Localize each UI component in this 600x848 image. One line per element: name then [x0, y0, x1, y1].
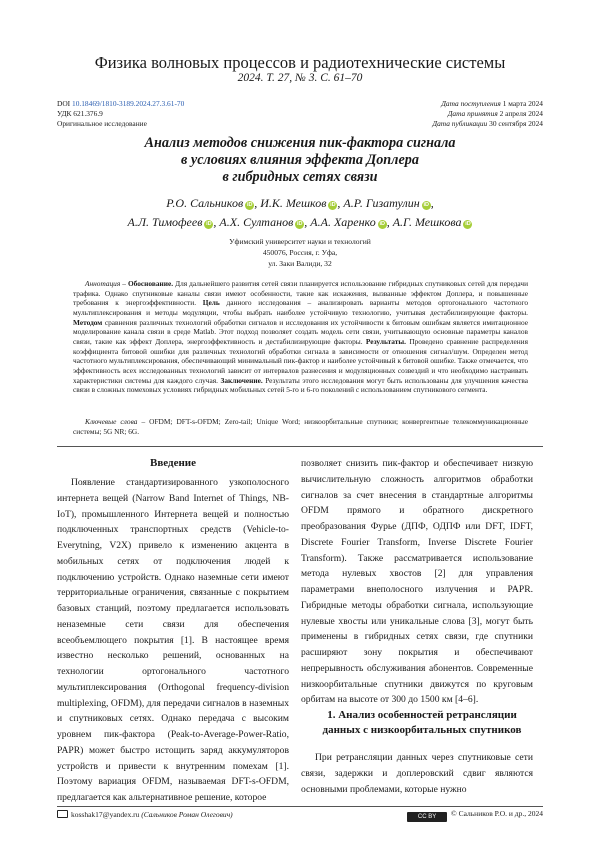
abstract-text: Результаты этого исследования могут быть использованы для улучшения качества связи в сложных помеховых условиях гибридных мобильных сетей 5-го и 6-го поколений с использованием спутникового сегмента. — [73, 375, 529, 395]
journal-issue: 2024. Т. 27, № 3. С. 61–70 — [237, 72, 363, 84]
copyright-text: © Сальников Р.О. и др., 2024 — [451, 809, 543, 818]
abstract-aim-label: Цель — [202, 298, 220, 308]
abstract — [73, 279, 528, 395]
article-title — [0, 135, 600, 185]
journal-title: Физика волновых процессов и радиотехнические системы — [94, 53, 506, 72]
section-heading-line: данных с низкоорбитальных спутников — [322, 724, 522, 736]
orcid-icon[interactable]: iD — [423, 202, 429, 208]
abstract-text: Проведено сравнение распределения коэффициента битовой ошибки для различных технологий обработки сигнала в зависимости от отношения сигнал/шум. Определен метод частотного мультиплексирования, обеспечивающий минимальный пик-фактор и наиболее устойчивый к битовой ошибке. Также отмечается, что эффективность всех исследованных технологий зависит от интервалов разнесения и модуляционных созвездий и что необходимо настраивать характеристики системы для каждого случая. — [73, 336, 528, 385]
abstract-conclusion-label: Заключение. — [220, 375, 263, 385]
abstract-text: Для дальнейшего развития сетей связи планируется использование гибридных спутниковых сетей для передачи трафика. Однако спутниковые каналы связи имеют особенности, такие как искажения, вызванные эффектом Доплера, и повышенные требования к энергоэффективности. — [73, 279, 529, 308]
keywords-text: – OFDM; DFT-s-OFDM; Zero-tail; Unique Word; низкоорбитальные спутники; конвергентные телекоммуникационные системы; 5G NR; 6G. — [73, 417, 529, 436]
abstract-results-label: Результаты. — [365, 336, 406, 346]
intro-column-left — [57, 475, 289, 806]
orcid-icon[interactable]: iD — [330, 202, 336, 208]
accepted-label: Дата принятия — [447, 109, 498, 118]
orcid-icon[interactable]: iD — [465, 221, 471, 227]
affiliation — [0, 236, 600, 269]
article-dates — [432, 99, 543, 129]
affiliation-street: ул. Заки Валиди, 32 — [268, 259, 332, 268]
accepted-date: 2 апреля 2024 — [499, 109, 543, 118]
orcid-icon[interactable]: iD — [206, 221, 212, 227]
author-name[interactable]: А.Г. Мешкова — [392, 215, 462, 229]
abstract-background-label: Обоснование. — [127, 279, 174, 288]
author-name[interactable]: А.Р. Гизатулин — [343, 196, 420, 210]
article-type: Оригинальное исследование — [57, 119, 147, 128]
udc: УДК 621.376.9 — [57, 109, 103, 118]
published-label: Дата публикации — [432, 119, 488, 128]
section1-paragraph: При ретрансляции данных через спутниковые сети связи, задержки и доплеровский сдвиг являются основными проблемами, которые нужно — [301, 752, 533, 795]
affiliation-org: Уфимский университет науки и технологий — [229, 237, 371, 246]
article-meta-left — [57, 99, 184, 129]
copyright — [407, 809, 543, 822]
doi-link[interactable]: 10.18469/1810-3189.2024.27.3.61-70 — [72, 99, 185, 108]
section-heading — [301, 708, 543, 738]
title-line: в условиях влияния эффекта Доплера — [181, 151, 419, 168]
abstract-text: сравнения различных технологий обработки сигналов и исследования их устойчивости к битовым ошибкам является имитационное моделирование канала связи в среде Matlab. Этот подход позволяет создать модель сети связи, учитывающую основные параметры каналов связи, такие как эффект Доплера, энергоэффективность и дестабилизирующие факторы. — [73, 317, 528, 346]
intro-column-right — [301, 456, 533, 708]
intro-heading: Введение — [149, 457, 197, 469]
keywords — [73, 417, 528, 436]
author-name[interactable]: А.Л. Тимофеев — [127, 215, 203, 229]
author-name[interactable]: А.А. Харенко — [310, 215, 376, 229]
cc-license-badge[interactable]: CC BY — [407, 812, 447, 822]
orcid-icon[interactable]: iD — [246, 202, 253, 208]
abstract-text: данного исследования – анализировать варианты методов ортогонального частотного мультиплексирования и методы модуляции, чтобы выбрать наиболее устойчивую технологию, учитывая дестабилизирующие факторы. — [73, 298, 529, 317]
author-list: Р.О. Сальников iD , И.К. Мешков iD , А.Р. Гизатулин iD , А.Л. Тимофеев iD , А.Х. Султанов iD , А.А. Харенко iD , А.Г. Мешкова iD — [127, 196, 471, 229]
footer-divider — [57, 806, 543, 807]
abstract-lead: Аннотация – — [85, 279, 126, 288]
intro-paragraph: Появление стандартизированного узкополосного интернета вещей (Narrow Band Internet of Things, NB-IoT), промышленного Интернета вещей и полностью подключенных транспортных средств (Vehicle-to-Everytning, V2X) привело к изменению акцента в мобильных сетях от подключения людей к подключению устройств. Однако наземные сети имеют территориальные ограничения, связанные с покрытием базовых станций, поэтому предлагается использовать неназемные сети связи для обеспечения всеобъемлющего покрытия [1]. В настоящее время известно несколько решений, основанных на технологии ортогонального частотного мультиплексирования (Orthogonal frequency-division multiplexing, OFDM), для передачи сигналов в наземных и спутниковых сетях. Однако передача с высоким уровнем пик-фактора (Peak-to-Average-Power-Ratio, PAPR) может быстро истощить заряд аккумуляторов устройств и привести к внутренним помехам [1]. Поэтому вариация OFDM, называемая DFT-s-OFDM, предлагается как альтернативное решение, которое — [57, 477, 289, 803]
abstract-method-label: Методом — [73, 317, 103, 327]
intro-paragraph-continued: позволяет снизить пик-фактор и обеспечивает низкую вычислительную сложность алгоритмов обработки сигналов за счет внесения в стандартные алгоритмы OFDM прямого и обратного дискретного преобразования Фурье (ДПФ, ОДПФ или DFT, IDFT, Discrete Fourier Transform, Inverse Discrete Fourier Transform). Также рассматривается использование метода нулевых хвостов [2] для управления параметрами внеполосного излучения и PAPR. Гибридные методы обработки сигнала, использующие нулевые хвосты или уникальные слова [3], могут быть применены в гибридных сетях связи, где спутники расширяют зону покрытия и обеспечивают непрерывность обслуживания абонентов. Современные низкоорбитальные спутники движутся по круговым орбитам на высоте от 300 до 1500 км [4–6]. — [301, 458, 533, 706]
section1-column — [301, 750, 533, 797]
mail-icon — [57, 810, 68, 818]
title-line: в гибридных сетях связи — [222, 168, 378, 185]
orcid-icon[interactable]: iD — [379, 221, 385, 227]
affiliation-city: 450076, Россия, г. Уфа, — [262, 248, 338, 257]
author-name[interactable]: И.К. Мешков — [260, 196, 327, 210]
corresponding-author — [57, 810, 233, 819]
orcid-icon[interactable]: iD — [297, 221, 303, 227]
received-label: Дата поступления — [441, 99, 501, 108]
email-owner: (Сальников Роман Олегович) — [141, 810, 233, 819]
divider — [57, 446, 543, 447]
author-name[interactable]: Р.О. Сальников — [166, 196, 244, 210]
title-line: Анализ методов снижения пик-фактора сигнала — [144, 135, 456, 151]
keywords-lead: Ключевые слова — [85, 417, 138, 426]
doi-label: DOI — [57, 99, 71, 108]
received-date: 1 марта 2024 — [502, 99, 543, 108]
email-link[interactable]: kosshak17@yandex.ru — [71, 810, 140, 819]
author-name[interactable]: А.Х. Султанов — [219, 215, 294, 229]
published-date: 30 сентября 2024 — [489, 119, 543, 128]
section-heading-line: 1. Анализ особенностей ретрансляции — [327, 709, 517, 721]
